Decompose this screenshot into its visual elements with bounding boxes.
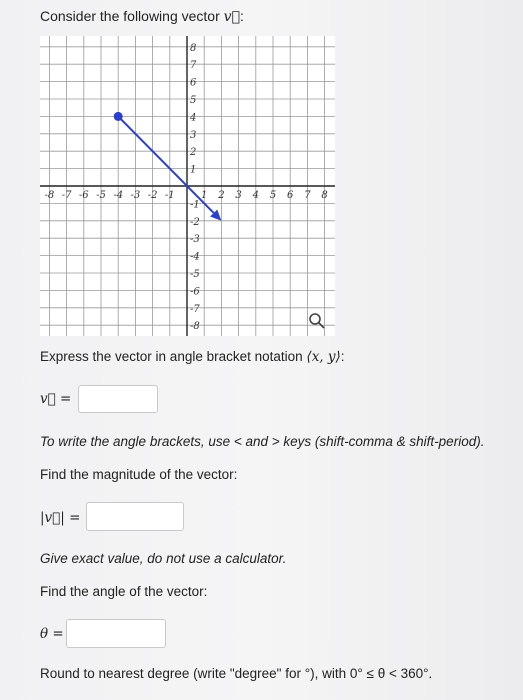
q2-hint: Give exact value, do not use a calculator. [40,551,287,566]
y-tick-label: 5 [190,95,197,106]
x-tick-label: 1 [201,190,208,201]
x-tick-label: -4 [113,190,124,201]
angle-answer-input[interactable] [66,619,166,648]
y-tick-label: 6 [190,77,197,89]
x-tick-label: -8 [44,190,55,201]
q1-colon: : [340,349,345,364]
q1-prompt-text: Express the vector in angle bracket notation [40,349,303,364]
y-tick-label: -3 [190,234,200,246]
x-tick-label: -1 [164,190,175,201]
intro-colon: : [239,8,244,24]
intro-line [40,8,244,25]
y-tick-label: -5 [190,269,200,280]
x-tick-label: -7 [61,190,72,201]
q2-lhs: |v⃗| = [40,510,81,526]
q3-lhs: θ = [40,626,64,642]
x-tick-label: -6 [78,190,89,201]
y-tick-label: 7 [190,60,197,72]
vector-symbol: v [223,9,240,25]
y-tick-label: -8 [190,321,200,333]
x-tick-label: 8 [321,190,328,201]
q1-prompt [40,349,345,365]
q1-hint: To write the angle brackets, use < and > keys (shift-comma & shift-period). [40,434,485,449]
q1-lhs: v⃗ = [40,391,72,407]
y-tick-label: -6 [190,286,200,298]
x-tick-label: 3 [235,190,242,201]
y-tick-label: -4 [190,251,200,263]
vector-start-point[interactable] [114,112,123,121]
intro-text: Consider the following vector [40,8,220,24]
y-tick-label: 3 [190,129,197,141]
x-tick-label: 4 [252,190,259,201]
y-tick-label: 8 [190,42,197,54]
y-tick-label: -1 [190,199,200,211]
magnifier-icon[interactable] [307,311,327,331]
x-tick-label: -3 [130,190,141,201]
x-tick-label: 7 [304,190,311,201]
q2-prompt: Find the magnitude of the vector: [40,467,238,482]
x-tick-label: 6 [287,190,294,201]
q3-prompt: Find the angle of the vector: [40,584,208,599]
y-tick-label: -7 [190,303,200,315]
magnitude-answer-input[interactable] [86,502,184,531]
vector-answer-input[interactable] [78,385,158,413]
x-tick-label: -5 [96,190,106,201]
q1-notation: ⟨x, y⟩ [306,349,341,365]
vector-graph[interactable] [40,36,335,336]
q3-hint: Round to nearest degree (write "degree" for °), with 0° ≤ θ < 360°. [40,666,433,681]
y-tick-label: -2 [190,216,200,228]
x-tick-label: -2 [147,190,158,201]
y-tick-label: 4 [190,112,197,124]
x-tick-label: 2 [218,190,225,201]
x-tick-label: 5 [269,190,277,201]
y-tick-label: 2 [190,147,197,159]
y-tick-label: 1 [190,164,197,176]
